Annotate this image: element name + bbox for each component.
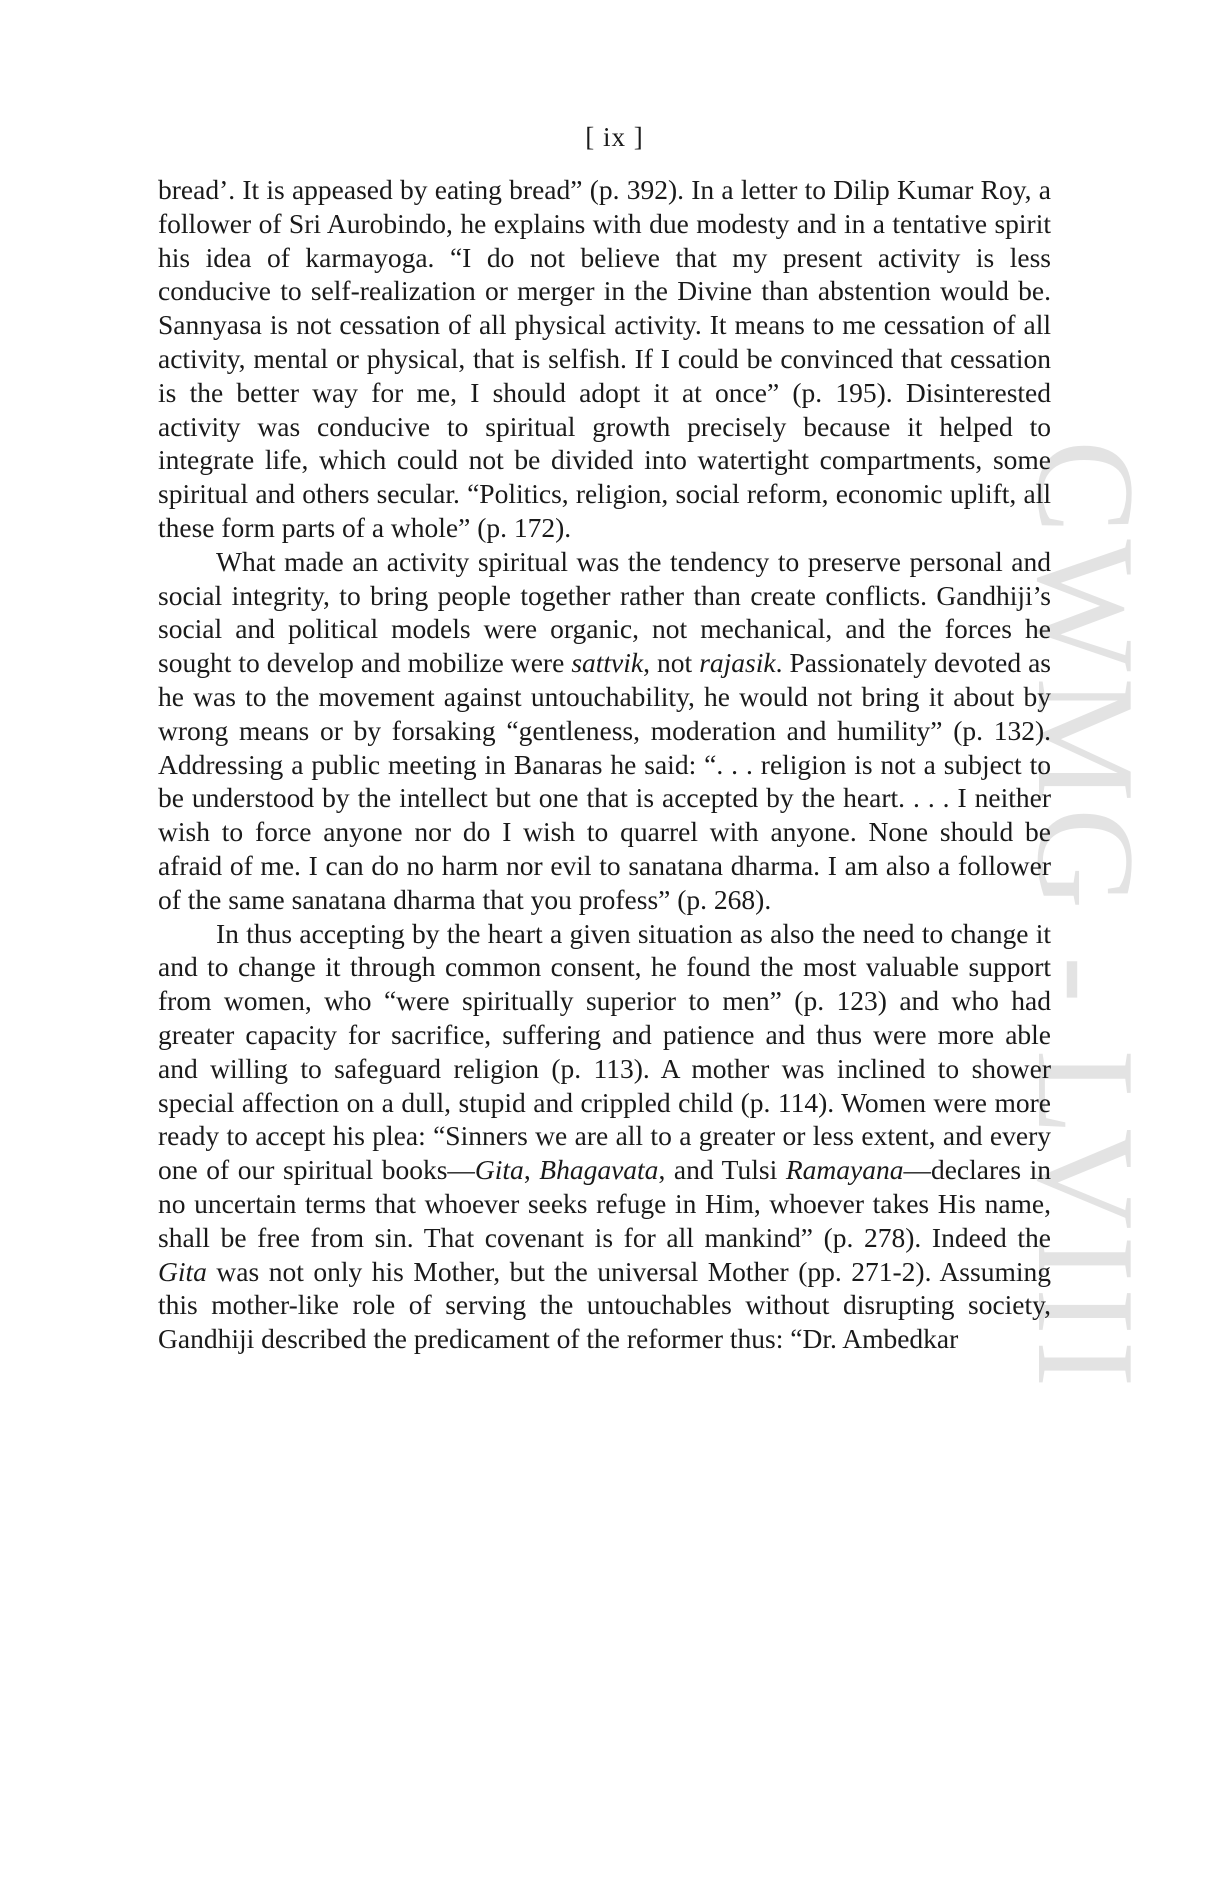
- paragraph: [158, 545, 1051, 917]
- italic-text: Gita: [474, 1154, 524, 1186]
- text-run: —declares in no uncertain terms that whoever seeks refuge in Him, whoever takes His name, shall be free from sin. That covenant is for all mankind” (p. 278). Indeed the: [158, 1154, 1051, 1253]
- watermark: CWMG - LVIII: [1008, 440, 1163, 1394]
- paragraph: [158, 917, 1051, 1356]
- text-run: ,: [523, 1154, 540, 1186]
- text-run: , and Tulsi: [658, 1154, 786, 1186]
- italic-text: Gita: [158, 1255, 207, 1287]
- text-run: What made an activity spiritual was the tendency to preserve personal and social integrity, to bring people together rather than create conflicts. Gandhiji’s social and political models were organic, not mechanical, and the forces he sought to develop and mobilize were: [158, 545, 1051, 679]
- italic-text: rajasik: [699, 647, 776, 679]
- text-run: bread’. It is appeased by eating bread” (p. 392). In a letter to Dilip Kumar Roy, a follower of Sri Aurobindo, he explains with due modesty and in a tentative spirit his idea of karmayoga. “I do not believe that my present activity is less conducive to self-realization or merger in the Divine than abstention would be. Sannyasa is not cessation of all physical activity. It means to me cessation of all activity, mental or physical, that is selfish. If I could be convinced that cessation is the better way for me, I should adopt it at once” (p. 195). Disinterested activity was conducive to spiritual growth precisely because it helped to integrate life, which could not be divided into watertight compartments, some spiritual and others secular. “Politics, religion, social reform, economic uplift, all these form parts of a whole” (p. 172).: [158, 174, 1051, 543]
- text-run: In thus accepting by the heart a given situation as also the need to change it and to change it through common consent, he found the most valuable support from women, who “were spiritually superior to men” (p. 123) and who had greater capacity for sacrifice, suffering and patience and thus were more able and willing to safeguard religion (p. 113). A mother was inclined to shower special affection on a dull, stupid and crippled child (p. 114). Women were more ready to accept his plea: “Sinners we are all to a greater or less extent, and every one of our spiritual books—: [158, 917, 1051, 1186]
- text-run: was not only his Mother, but the universal Mother (pp. 271-2). Assuming this mother-like role of serving the untouchables without disrupting society, Gandhiji described the predicament of the reformer thus: “Dr. Ambedkar: [158, 1255, 1051, 1355]
- paragraph: [158, 173, 1051, 545]
- text-run: , not: [643, 647, 700, 679]
- text-run: . Passionately devoted as he was to the movement against untouchability, he would not bring it about by wrong means or by forsaking “gentleness, moderation and humility” (p. 132). Addressing a public meeting in Banaras he said: “. . . religion is not a subject to be understood by the intellect but one that is accepted by the heart. . . . I neither wish to force anyone nor do I wish to quarrel with anyone. None should be afraid of me. I can do no harm nor evil to sanatana dharma. I am also a follower of the same sanatana dharma that you profess” (p. 268).: [158, 647, 1052, 915]
- body-text: [158, 173, 1051, 1356]
- italic-text: Ramayana: [785, 1154, 904, 1186]
- page-number: [ ix ]: [585, 122, 644, 152]
- italic-text: sattvik: [571, 647, 644, 679]
- italic-text: Bhagavata: [539, 1154, 659, 1186]
